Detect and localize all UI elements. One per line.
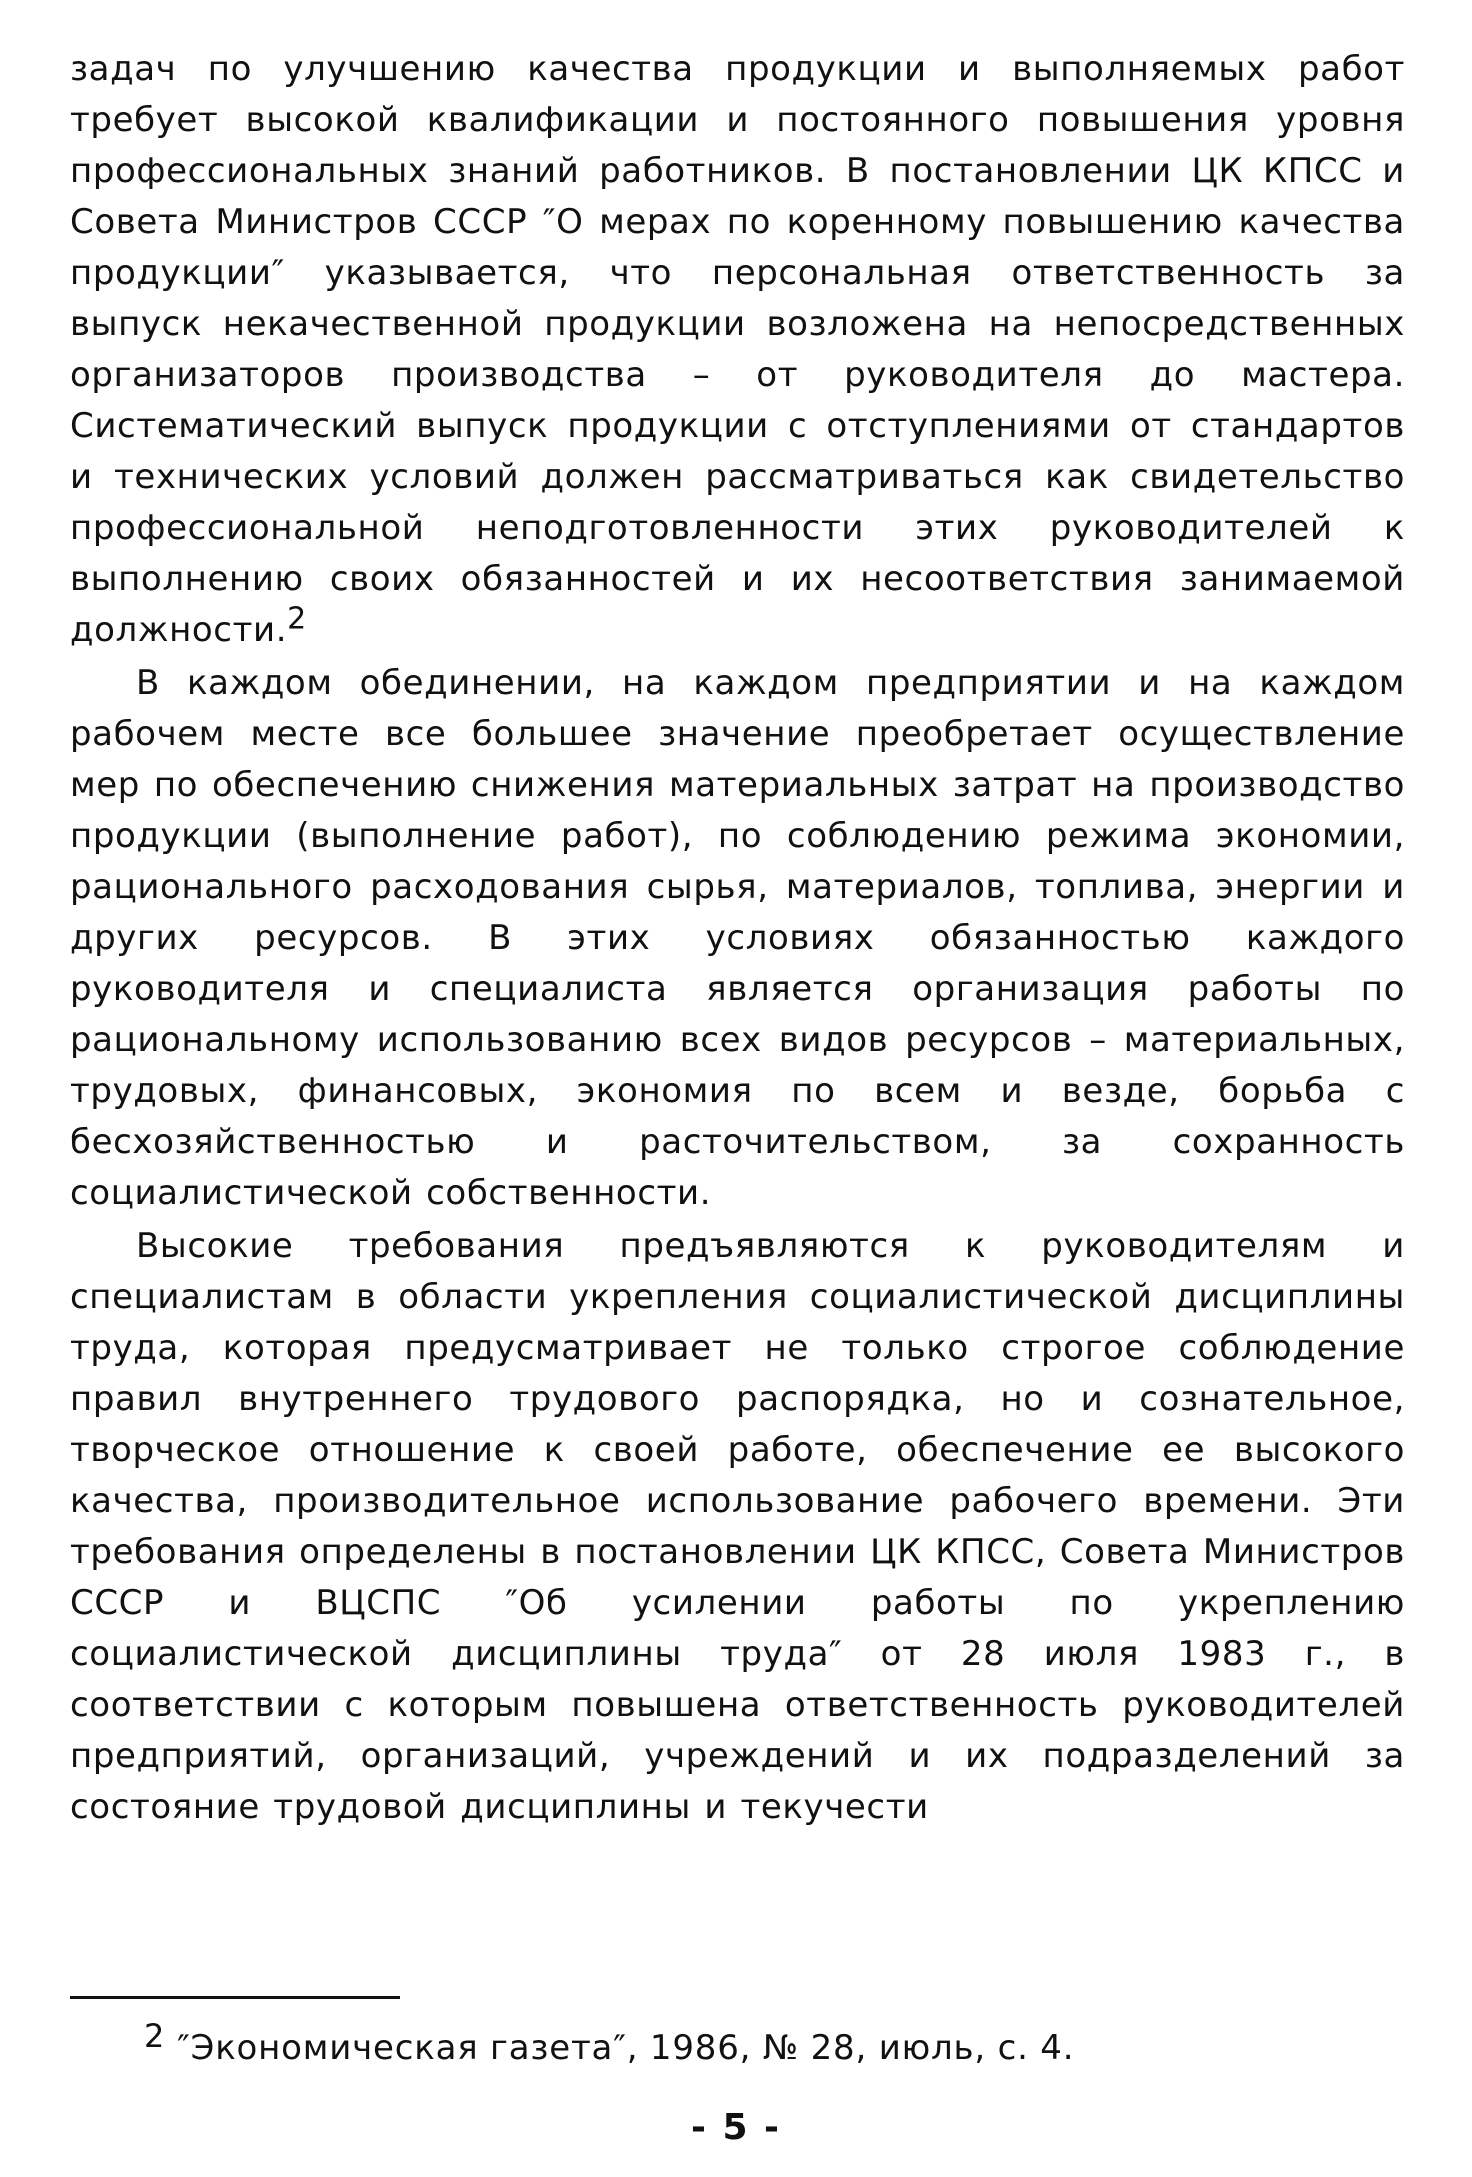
paragraph-1-text: задач по улучшению качества продукции и выполняемых работ требует высокой квалификации и постоянного повышения уровня профессиональных знаний работников. В постановлении ЦК КПСС и Совета Министров СССР ″О мерах по коренному повышению качества продукции″ указывается, что персональная ответственность за выпуск некачественной продукции возложена на непосредственных организаторов производства – от руководителя до мастера. Систематический выпуск продукции с отступлениями от стандартов и технических условий должен рассматриваться как свидетельство профессиональной неподготовленности этих руководителей к выполнению своих обязанностей и их несоответствия занимаемой должности.: [70, 49, 1405, 650]
paragraph-3: Высокие требования предъявляются к руководителям и специалистам в области укрепления социалистической дисциплины труда, которая предусматривает не только строгое соблюдение правил внутреннего трудового распорядка, но и сознательное, творческое отношение к своей работе, обеспечение ее высокого качества, производительное использование рабочего времени. Эти требования определены в постановлении ЦК КПСС, Совета Министров СССР и ВЦСПС ″Об усилении работы по укреплению социалистической дисциплины труда″ от 28 июля 1983 г., в соответствии с которым повышена ответственность руководителей предприятий, организаций, учреждений и их подразделений за состояние трудовой дисциплины и текучести: [70, 1226, 1405, 1827]
main-text: [70, 44, 1405, 1833]
footnote-text: ″Экономическая газета″, 1986, № 28, июль, с. 4.: [177, 2028, 1075, 2068]
footnote: [144, 2016, 1404, 2070]
footnote-divider: [70, 1996, 400, 1999]
footnote-mark: 2: [144, 2016, 166, 2055]
page-number: - 5 -: [691, 2107, 781, 2148]
footnote-reference: 2: [287, 601, 307, 637]
paragraph-2: В каждом обединении, на каждом предприятии и на каждом рабочем месте все большее значение преобретает осуществление мер по обеспечению снижения материальных затрат на производство продукции (выполнение работ), по соблюдению режима экономии, рационального расходования сырья, материалов, топлива, энергии и других ресурсов. В этих условиях обязанностью каждого руководителя и специалиста является организация работы по рациональному использованию всех видов ресурсов – материальных, трудовых, финансовых, экономия по всем и везде, борьба с бесхозяйственностью и расточительством, за сохранность социалистической собственности.: [70, 663, 1405, 1213]
paragraph-1: [70, 44, 1405, 656]
